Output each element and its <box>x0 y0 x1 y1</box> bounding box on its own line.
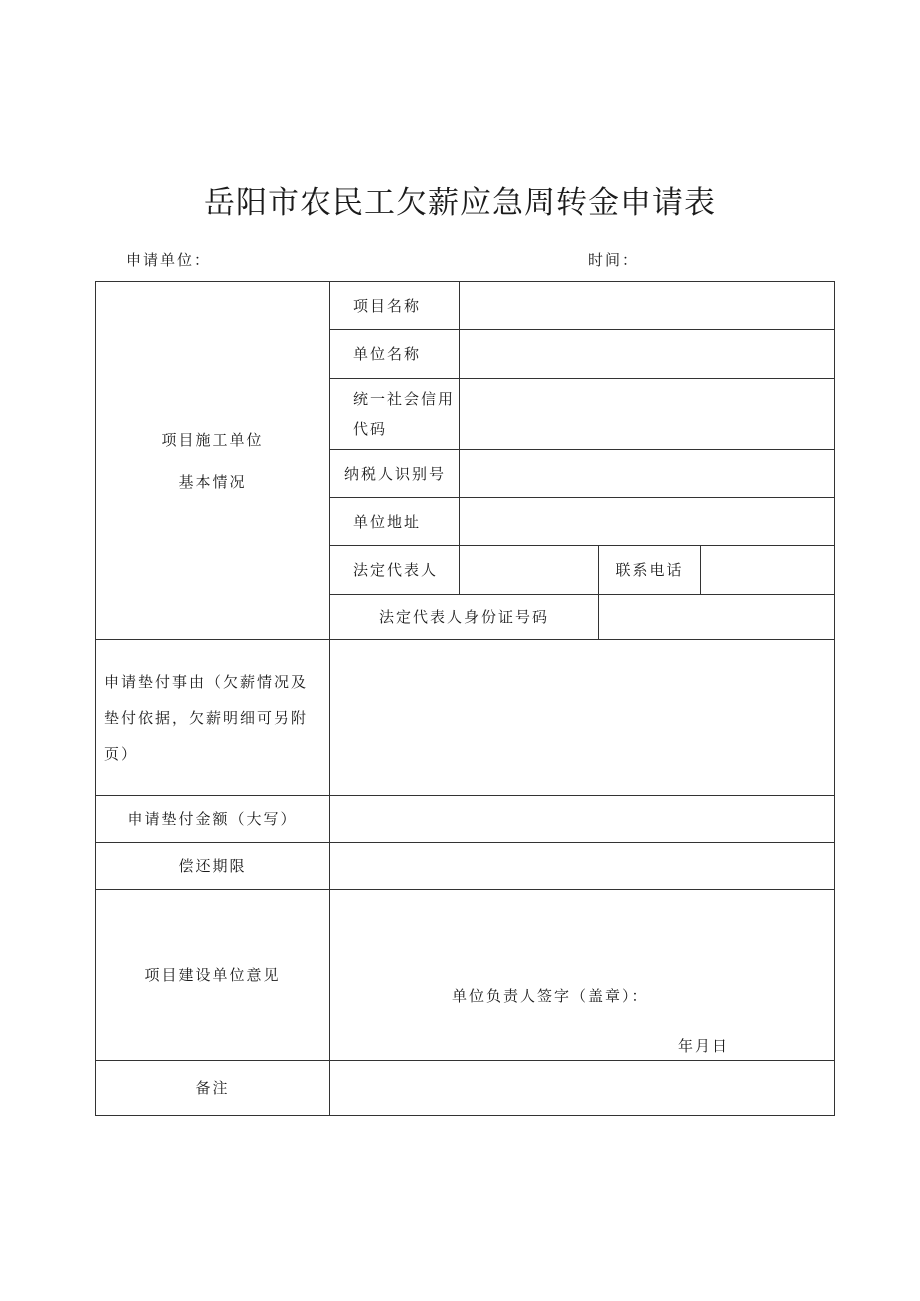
signature-label: 单位负责人签字（盖章）： <box>452 987 649 1005</box>
project-name-field[interactable] <box>460 282 835 330</box>
repayment-term-label: 偿还期限 <box>96 843 330 890</box>
legal-rep-id-field[interactable] <box>599 595 835 640</box>
advance-amount-field[interactable] <box>330 796 835 843</box>
taxpayer-id-field[interactable] <box>460 450 835 498</box>
applicant-unit-label: 申请单位： <box>126 251 212 269</box>
basic-info-label-line2: 基本情况 <box>178 472 247 491</box>
legal-rep-id-label: 法定代表人身份证号码 <box>330 595 599 640</box>
unit-name-field[interactable] <box>460 330 835 379</box>
unit-address-field[interactable] <box>460 498 835 546</box>
taxpayer-id-label: 纳税人识别号 <box>330 450 460 498</box>
legal-rep-field[interactable] <box>460 546 599 595</box>
credit-code-field[interactable] <box>460 379 835 450</box>
contact-phone-field[interactable] <box>701 546 835 595</box>
advance-reason-label: 申请垫付事由（欠薪情况及垫付依据，欠薪明细可另附页） <box>96 640 330 796</box>
unit-address-label: 单位地址 <box>330 498 460 546</box>
construction-opinion-label: 项目建设单位意见 <box>96 890 330 1061</box>
application-form-table <box>95 281 835 1116</box>
construction-opinion-field[interactable] <box>330 890 835 1061</box>
legal-rep-label: 法定代表人 <box>330 546 460 595</box>
page-title: 岳阳市农民工欠薪应急周转金申请表 <box>204 185 716 221</box>
basic-info-section-label <box>96 282 330 640</box>
remarks-field[interactable] <box>330 1061 835 1116</box>
advance-amount-label: 申请垫付金额（大写） <box>96 796 330 843</box>
remarks-label: 备注 <box>96 1061 330 1116</box>
advance-reason-field[interactable] <box>330 640 835 796</box>
time-label: 时间： <box>588 251 640 269</box>
project-name-label: 项目名称 <box>330 282 460 330</box>
unit-name-label: 单位名称 <box>330 330 460 379</box>
date-label: 年月日 <box>678 1037 730 1055</box>
credit-code-label: 统一社会信用代码 <box>330 379 460 450</box>
contact-phone-label: 联系电话 <box>599 546 701 595</box>
basic-info-label-line1: 项目施工单位 <box>161 430 264 449</box>
repayment-term-field[interactable] <box>330 843 835 890</box>
